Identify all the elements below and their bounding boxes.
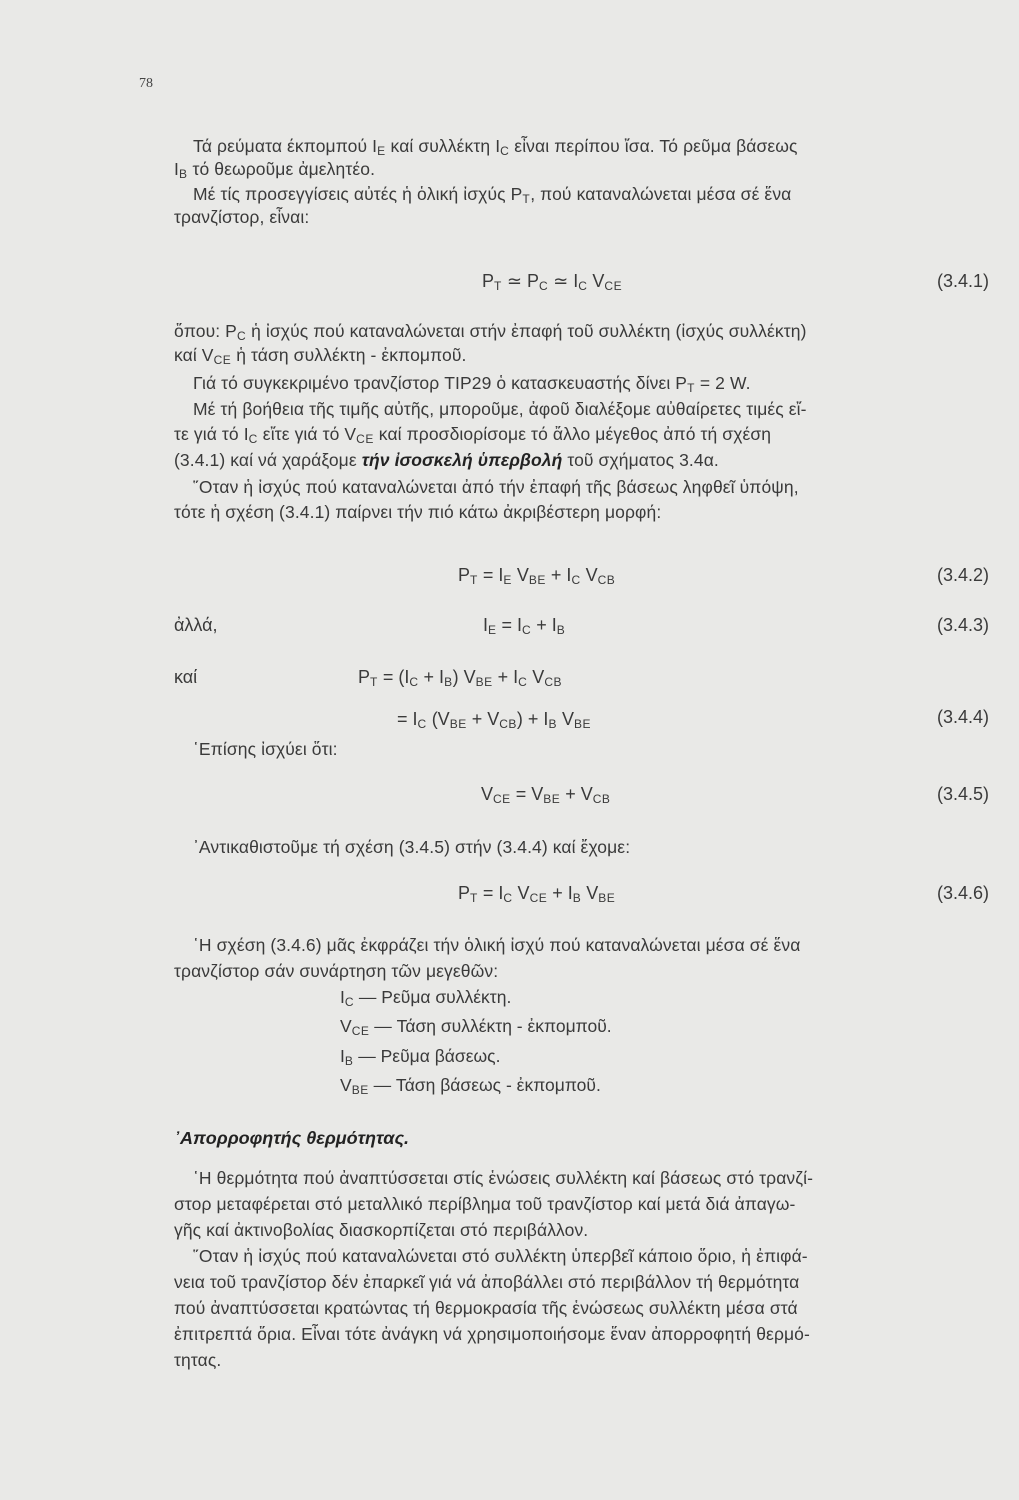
equation-3-4-4-line-1: $P_T = (I_C + I_B) V_{BE} + I_C$ $V_{CB}$ xyxy=(358,667,562,689)
page-number: 78 xyxy=(139,76,153,91)
equation-3-4-4-lead: καί xyxy=(174,667,198,687)
paragraph-1-line-2: $I_B$ τό θεωροῦμε ἀμελητέο. xyxy=(174,159,376,181)
paragraph-6-line-1: ῞Οταν ἡ ἰσχύς πού καταναλώνεται ἀπό τήν ἐπαφή τῆς βάσεως ληφθεῖ ὑπόψη, xyxy=(193,477,799,497)
paragraph-7-line-2: τρανζίστορ σάν συνάρτηση τῶν μεγεθῶν: xyxy=(174,961,499,981)
equation-3-4-6: $P_T = I_C$ $V_{CE} + I_B$ $V_{BE}$ xyxy=(458,883,616,905)
definition-vbe: $V_{BE}$ — Τάση βάσεως - ἐκπομποῦ. xyxy=(340,1075,601,1097)
definition-vce: $V_{CE}$ — Τάση συλλέκτη - ἐκπομποῦ. xyxy=(340,1016,612,1038)
paragraph-7-line-1: ῾Η σχέση (3.4.6) μᾶς ἐκφράζει τήν ὁλική ἰσχύ πού καταναλώνεται μέσα σέ ἕνα xyxy=(193,935,801,955)
paragraph-8-line-3: γῆς καί ἀκτινοβολίας διασκορπίζεται στό περιβάλλον. xyxy=(174,1220,589,1240)
equation-3-4-3: $I_E = I_C + I_B$ xyxy=(483,615,566,637)
paragraph-3-line-1: ὅπου: $P_C$ ἡ ἰσχύς πού καταναλώνεται στήν ἐπαφή τοῦ συλλέκτη (ἰσχύς συλλέκτη) xyxy=(174,321,807,343)
paragraph-1-line-1: Τά ρεύματα έκπομπού $I_E$ καί συλλέκτη $I_C$ εἶναι περίπου ἴσα. Τό ρεῦμα βάσεως xyxy=(193,136,798,158)
substitution-line: ᾿Αντικαθιστοῦμε τή σχέση (3.4.5) στήν (3.4.4) καί ἔχομε: xyxy=(193,837,631,857)
paragraph-5-line-1: Μέ τή βοήθεια τῆς τιμῆς αὐτῆς, μποροῦμε, ἀφοῦ διαλέξομε αὐθαίρετες τιμές εἴ- xyxy=(193,399,807,419)
also-holds-line: ῾Επίσης ἰσχύει ὅτι: xyxy=(193,739,338,759)
equation-number-3-4-6: (3.4.6) xyxy=(936,883,989,903)
equation-3-4-3-lead: ἀλλά, xyxy=(174,615,218,635)
equation-number-3-4-2: (3.4.2) xyxy=(936,565,989,585)
paragraph-9-line-3: πού ἀναπτύσσεται κρατώντας τή θερμοκρασία τῆς ἑνώσεως συλλέκτη μέσα στά xyxy=(174,1298,798,1318)
equation-3-4-2: $P_T = I_E$ $V_{BE} + I_C$ $V_{CB}$ xyxy=(458,565,616,587)
paragraph-4-line-1: Γιά τό συγκεκριμένο τρανζίστορ TIP29 ὁ κατασκευαστής δίνει $P_T = 2$ W. xyxy=(193,373,751,395)
paragraph-9-line-5: τητας. xyxy=(174,1350,222,1370)
paragraph-8-line-2: στορ μεταφέρεται στό μεταλλικό περίβλημα τοῦ τρανζίστορ καί μετά διά ἀπαγω- xyxy=(174,1194,796,1214)
paragraph-2-line-1: Μέ τίς προσεγγίσεις αὐτές ἡ ὁλική ἰσχύς $P_T$, πού καταναλώνεται μέσα σέ ἕνα xyxy=(193,184,792,206)
equation-3-4-5: $V_{CE} = V_{BE} + V_{CB}$ xyxy=(481,784,611,806)
definition-ib: $I_B$ — Ρεῦμα βάσεως. xyxy=(340,1046,501,1068)
paragraph-9-line-2: νεια τοῦ τρανζίστορ δέν ἐπαρκεῖ γιά νά ἀποβάλλει στό περιβάλλον τή θερμότητα xyxy=(174,1272,800,1292)
equation-3-4-1: $P_T$ ≃ $P_C$ ≃ $I_C$ $V_{CE}$ xyxy=(482,271,623,293)
definition-ic: $I_C$ — Ρεῦμα συλλέκτη. xyxy=(340,987,512,1009)
equation-number-3-4-4: (3.4.4) xyxy=(936,707,989,727)
equation-number-3-4-1: (3.4.1) xyxy=(936,271,989,291)
paragraph-9-line-4: ἐπιτρεπτά ὅρια. Εἶναι τότε ἀνάγκη νά χρησιμοποιήσομε ἕναν ἀπορροφητή θερμό- xyxy=(174,1324,810,1344)
paragraph-6-line-2: τότε ἡ σχέση (3.4.1) παίρνει τήν πιό κάτω ἀκριβέστερη μορφή: xyxy=(174,502,662,522)
emphasis-isosceles-hyperbola: τήν ἰσοσκελή ὑπερβολή xyxy=(361,450,563,470)
paragraph-5-line-3: (3.4.1) καί νά χαράξομε τήν ἰσοσκελή ὑπερβολή τοῦ σχήματος 3.4α. xyxy=(174,450,719,470)
paragraph-2-line-2: τρανζίστορ, εἶναι: xyxy=(174,207,310,227)
equation-number-3-4-3: (3.4.3) xyxy=(936,615,989,635)
paragraph-3-line-2: καί $V_{CE}$ ἡ τάση συλλέκτη - ἐκπομποῦ. xyxy=(174,345,467,367)
paragraph-5-line-2: τε γιά τό $I_C$ εἴτε γιά τό $V_{CE}$ καί προσδιορίσομε τό ἄλλο μέγεθος ἀπό τή σχέση xyxy=(174,424,772,446)
paragraph-9-line-1: ῞Οταν ἡ ἰσχύς πού καταναλώνεται στό συλλέκτη ὑπερβεῖ κάποιο ὅριο, ἡ ἐπιφά- xyxy=(193,1246,808,1266)
section-heading-heat-sink: ᾿Απορροφητής θερμότητας. xyxy=(174,1128,410,1148)
equation-number-3-4-5: (3.4.5) xyxy=(936,784,989,804)
paragraph-8-line-1: ῾Η θερμότητα πού ἀναπτύσσεται στίς ἑνώσεις συλλέκτη καί βάσεως στό τρανζί- xyxy=(193,1168,813,1188)
equation-3-4-4-line-2: = $I_C$ $(V_{BE} + V_{CB}) + I_B$ $V_{BE}$ xyxy=(397,709,591,731)
